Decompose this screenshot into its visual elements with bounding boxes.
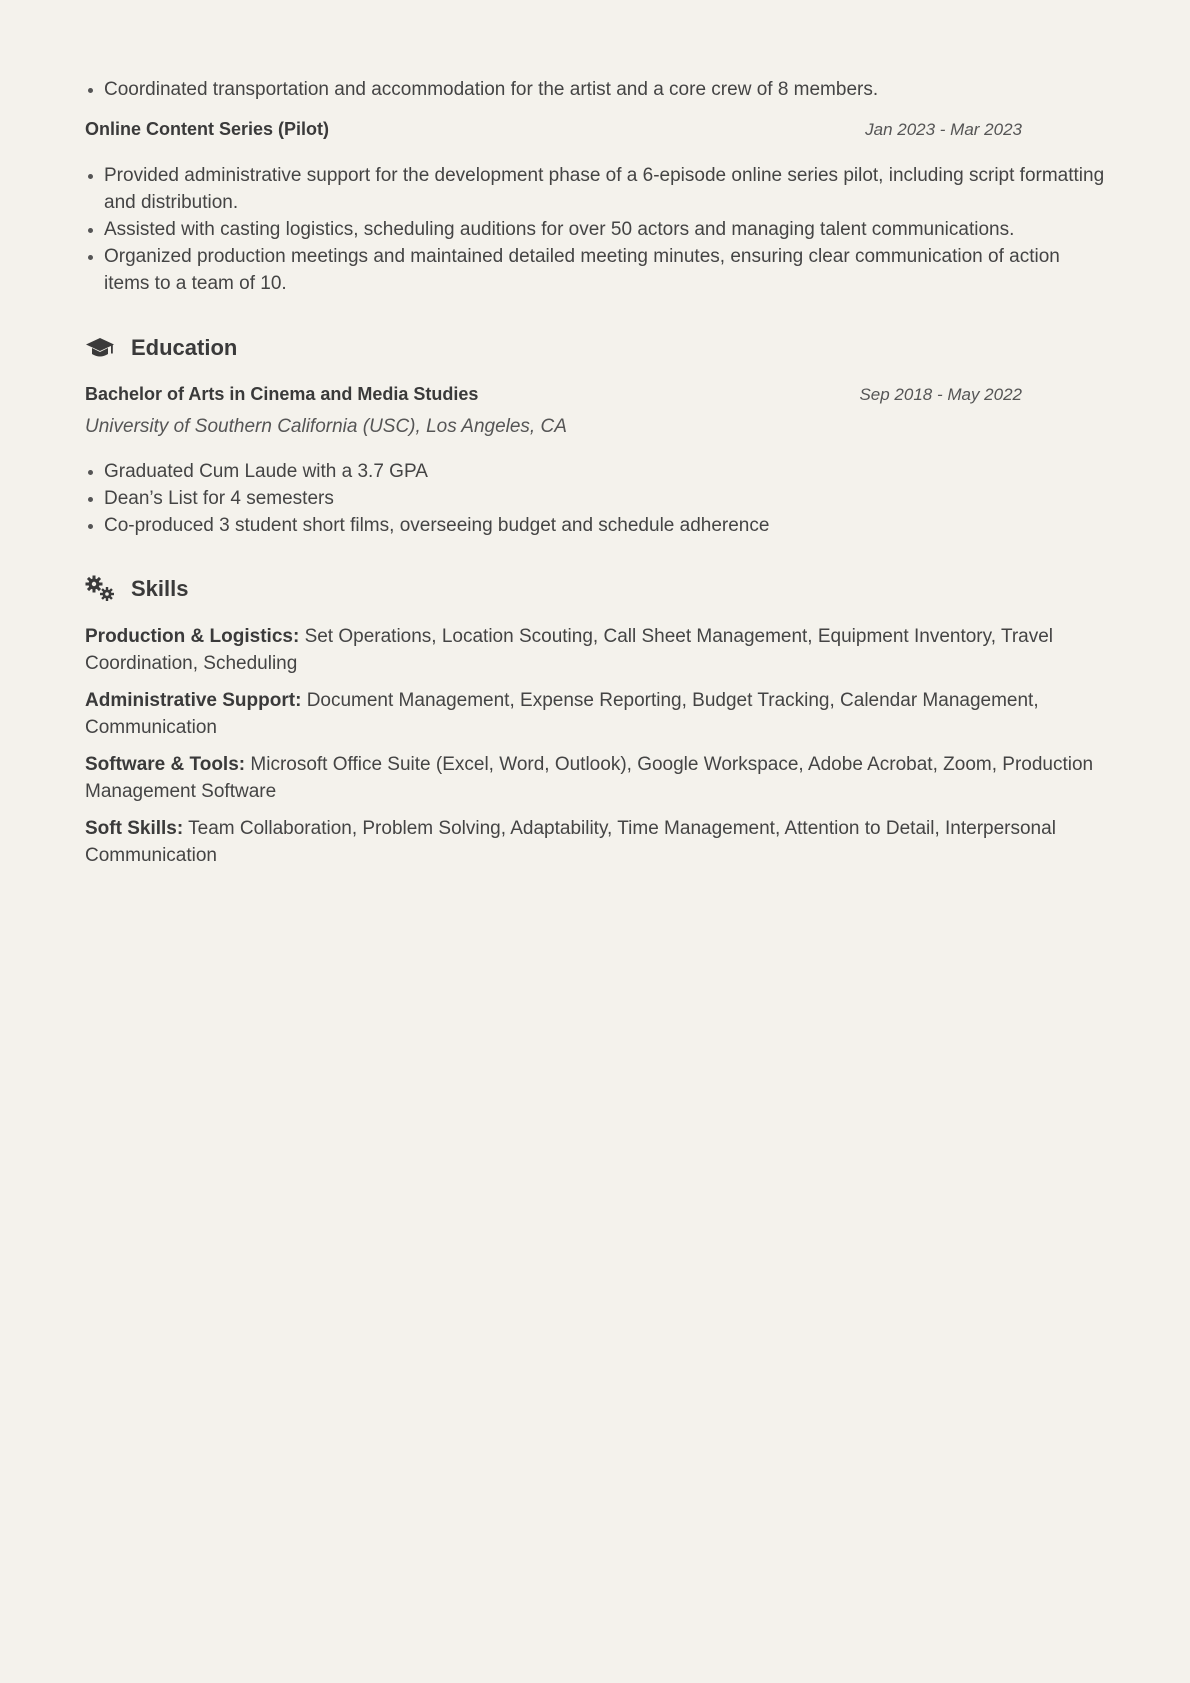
entry-bullets bbox=[85, 458, 1105, 539]
skill-group bbox=[85, 751, 1105, 805]
gears-icon bbox=[85, 575, 115, 603]
skill-label: Soft Skills: bbox=[85, 818, 184, 839]
section-title: Education bbox=[131, 335, 238, 360]
section-title: Skills bbox=[131, 576, 189, 601]
skill-label: Production & Logistics: bbox=[85, 626, 300, 647]
entry-title: Online Content Series (Pilot) bbox=[85, 119, 330, 139]
resume-page bbox=[85, 76, 1105, 869]
list-item: Co-produced 3 student short films, overseeing budget and schedule adherence bbox=[85, 512, 1105, 539]
graduation-cap-icon bbox=[85, 334, 115, 362]
entry-date: Jan 2023 - Mar 2023 bbox=[865, 120, 1022, 139]
institution: University of Southern California (USC), Los Angeles, CA bbox=[85, 416, 567, 437]
list-item: Provided administrative support for the development phase of a 6-episode online series pilot, including script formatting and distribution. bbox=[85, 162, 1105, 216]
skill-text: Microsoft Office Suite (Excel, Word, Outlook), Google Workspace, Adobe Acrobat, Zoom, Production Management Software bbox=[85, 754, 1094, 802]
skill-group bbox=[85, 687, 1105, 741]
skills-list bbox=[85, 623, 1105, 869]
experience-entry bbox=[85, 116, 1105, 297]
list-item: Organized production meetings and maintained detailed meeting minutes, ensuring clear communication of action items to a team of 10. bbox=[85, 243, 1105, 297]
list-item: Dean’s List for 4 semesters bbox=[85, 485, 1105, 512]
skill-group bbox=[85, 815, 1105, 869]
skill-text: Team Collaboration, Problem Solving, Adaptability, Time Management, Attention to Detail, Interpersonal Communication bbox=[85, 818, 1056, 866]
section-header bbox=[85, 573, 1105, 605]
entry-header bbox=[85, 381, 1022, 408]
degree-title: Bachelor of Arts in Cinema and Media Studies bbox=[85, 384, 479, 404]
skill-label: Administrative Support: bbox=[85, 690, 302, 711]
skill-text: Document Management, Expense Reporting, Budget Tracking, Calendar Management, Communication bbox=[85, 690, 1039, 738]
skill-group bbox=[85, 623, 1105, 677]
entry-date: Sep 2018 - May 2022 bbox=[859, 385, 1022, 404]
list-item: Graduated Cum Laude with a 3.7 GPA bbox=[85, 458, 1105, 485]
education-section bbox=[85, 332, 1105, 539]
entry-header bbox=[85, 116, 1022, 143]
entry-bullets bbox=[85, 162, 1105, 297]
list-item: Coordinated transportation and accommodation for the artist and a core crew of 8 members. bbox=[85, 76, 1105, 103]
education-entry bbox=[85, 381, 1105, 539]
skill-label: Software & Tools: bbox=[85, 754, 246, 775]
section-header bbox=[85, 332, 1105, 364]
experience-bullets-before bbox=[85, 76, 1105, 103]
skills-section bbox=[85, 573, 1105, 869]
list-item: Assisted with casting logistics, scheduling auditions for over 50 actors and managing talent communications. bbox=[85, 216, 1105, 243]
skill-text: Set Operations, Location Scouting, Call Sheet Management, Equipment Inventory, Travel Coordination, Scheduling bbox=[85, 626, 1054, 674]
